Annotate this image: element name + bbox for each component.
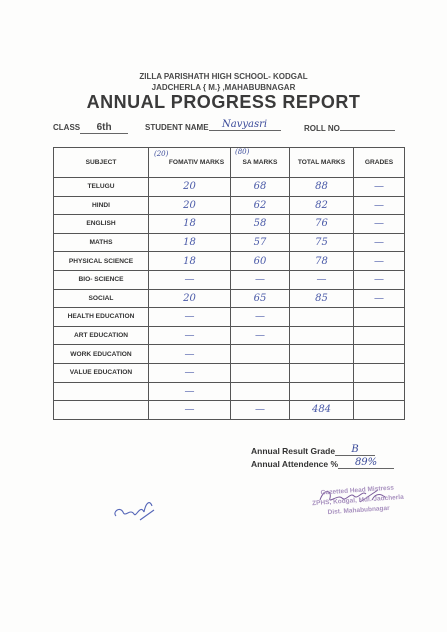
table-row (54, 401, 405, 420)
grade-cell (354, 345, 405, 364)
subject-cell: PHYSICAL SCIENCE (54, 252, 149, 271)
sa-cell: 65 (231, 289, 290, 308)
header-sa-note: (80) (235, 148, 250, 156)
sa-cell: 68 (231, 178, 290, 197)
header-sa (231, 148, 290, 178)
total-cell: — (290, 270, 354, 289)
school-address: JADCHERLA { M.} ,MAHABUBNAGAR (151, 83, 296, 92)
stamp-line-3: Dist. Mahabubnagar (327, 504, 390, 517)
annual-grade-line (335, 444, 375, 456)
header-formative-label: FOMATIV MARKS (168, 159, 225, 166)
roll-no-line (340, 122, 395, 131)
table-row (54, 345, 405, 364)
table-row (54, 252, 405, 271)
table-row (54, 289, 405, 308)
attendance-field (251, 459, 394, 471)
header-subject: SUBJECT (54, 148, 149, 178)
formative-cell: 20 (149, 196, 231, 215)
total-cell (290, 308, 354, 327)
subject-cell: HINDI (54, 196, 149, 215)
sa-cell: — (231, 326, 290, 345)
table-row (54, 326, 405, 345)
stamp-line-1: Gazetted Head Mistress (320, 484, 395, 497)
marks-table (53, 147, 405, 420)
sa-cell (231, 382, 290, 401)
student-signature (110, 494, 158, 528)
total-cell (290, 382, 354, 401)
attendance-value: 89% (354, 457, 378, 468)
formative-cell: — (149, 363, 231, 382)
total-cell: 88 (290, 178, 354, 197)
header-total: TOTAL MARKS (290, 148, 354, 178)
formative-cell: — (149, 382, 231, 401)
total-cell: 76 (290, 215, 354, 234)
grade-cell: — (354, 215, 405, 234)
table-row (54, 233, 405, 252)
subject-cell: ENGLISH (54, 215, 149, 234)
formative-cell: 20 (149, 289, 231, 308)
sa-cell (231, 363, 290, 382)
table-row (54, 215, 405, 234)
roll-no-field (304, 122, 395, 133)
header-formative-note: (20) (154, 150, 169, 158)
table-row (54, 196, 405, 215)
formative-cell: — (149, 326, 231, 345)
subject-cell: VALUE EDUCATION (54, 363, 149, 382)
sa-cell: 62 (231, 196, 290, 215)
formative-cell: 20 (149, 178, 231, 197)
formative-cell: — (149, 401, 231, 420)
total-cell (290, 345, 354, 364)
class-value: 6th (96, 122, 112, 133)
sa-cell: 60 (231, 252, 290, 271)
annual-grade-label: Annual Result Grade (251, 446, 336, 456)
grade-cell (354, 326, 405, 345)
class-field (53, 122, 128, 134)
attendance-label: Annual Attendence % (251, 459, 339, 469)
annual-grade-value: B (351, 444, 359, 455)
table-row (54, 178, 405, 197)
sa-cell: 58 (231, 215, 290, 234)
header-sa-label: SA MARKS (242, 159, 278, 166)
subject-cell: TELUGU (54, 178, 149, 197)
formative-cell: — (149, 345, 231, 364)
table-row (54, 382, 405, 401)
grade-cell: — (354, 270, 405, 289)
total-cell: 85 (290, 289, 354, 308)
student-name-field (145, 119, 281, 134)
table-row (54, 363, 405, 382)
total-cell (290, 363, 354, 382)
table-header-row (54, 148, 405, 178)
total-cell (290, 326, 354, 345)
sa-cell: — (231, 401, 290, 420)
subject-cell: WORK EDUCATION (54, 345, 149, 364)
table-row (54, 270, 405, 289)
grade-cell (354, 401, 405, 420)
sa-cell: — (231, 308, 290, 327)
total-cell: 82 (290, 196, 354, 215)
total-cell: 484 (290, 401, 354, 420)
grade-cell (354, 308, 405, 327)
formative-cell: 18 (149, 233, 231, 252)
grade-cell (354, 363, 405, 382)
total-cell: 78 (290, 252, 354, 271)
total-cell: 75 (290, 233, 354, 252)
subject-cell (54, 382, 149, 401)
class-label: CLASS (53, 123, 81, 132)
table-row (54, 308, 405, 327)
subject-cell: ART EDUCATION (54, 326, 149, 345)
school-name: ZILLA PARISHATH HIGH SCHOOL- KODGAL (139, 72, 308, 81)
subject-cell: HEALTH EDUCATION (54, 308, 149, 327)
subject-cell: BIO- SCIENCE (54, 270, 149, 289)
grade-cell: — (354, 196, 405, 215)
student-name-value: Navyasri (222, 119, 268, 130)
formative-cell: 18 (149, 215, 231, 234)
header-grades: GRADES (354, 148, 405, 178)
stamp-line-2: ZPHS, Kodgal, Mdl. Jadcherla (311, 493, 404, 508)
grade-cell: — (354, 252, 405, 271)
subject-cell: MATHS (54, 233, 149, 252)
class-value-line (80, 122, 128, 134)
student-name-line (209, 119, 281, 131)
subject-cell: SOCIAL (54, 289, 149, 308)
formative-cell: — (149, 270, 231, 289)
roll-no-label: ROLL NO (304, 124, 340, 133)
formative-cell: 18 (149, 252, 231, 271)
attendance-line (338, 457, 394, 469)
subject-cell (54, 401, 149, 420)
sa-cell: — (231, 270, 290, 289)
grade-cell: — (354, 178, 405, 197)
formative-cell: — (149, 308, 231, 327)
grade-cell: — (354, 233, 405, 252)
report-title: ANNUAL PROGRESS REPORT (86, 92, 361, 112)
header-formative (149, 148, 231, 178)
grade-cell: — (354, 289, 405, 308)
sa-cell: 57 (231, 233, 290, 252)
sa-cell (231, 345, 290, 364)
grade-cell (354, 382, 405, 401)
student-name-label: STUDENT NAME (145, 123, 209, 132)
